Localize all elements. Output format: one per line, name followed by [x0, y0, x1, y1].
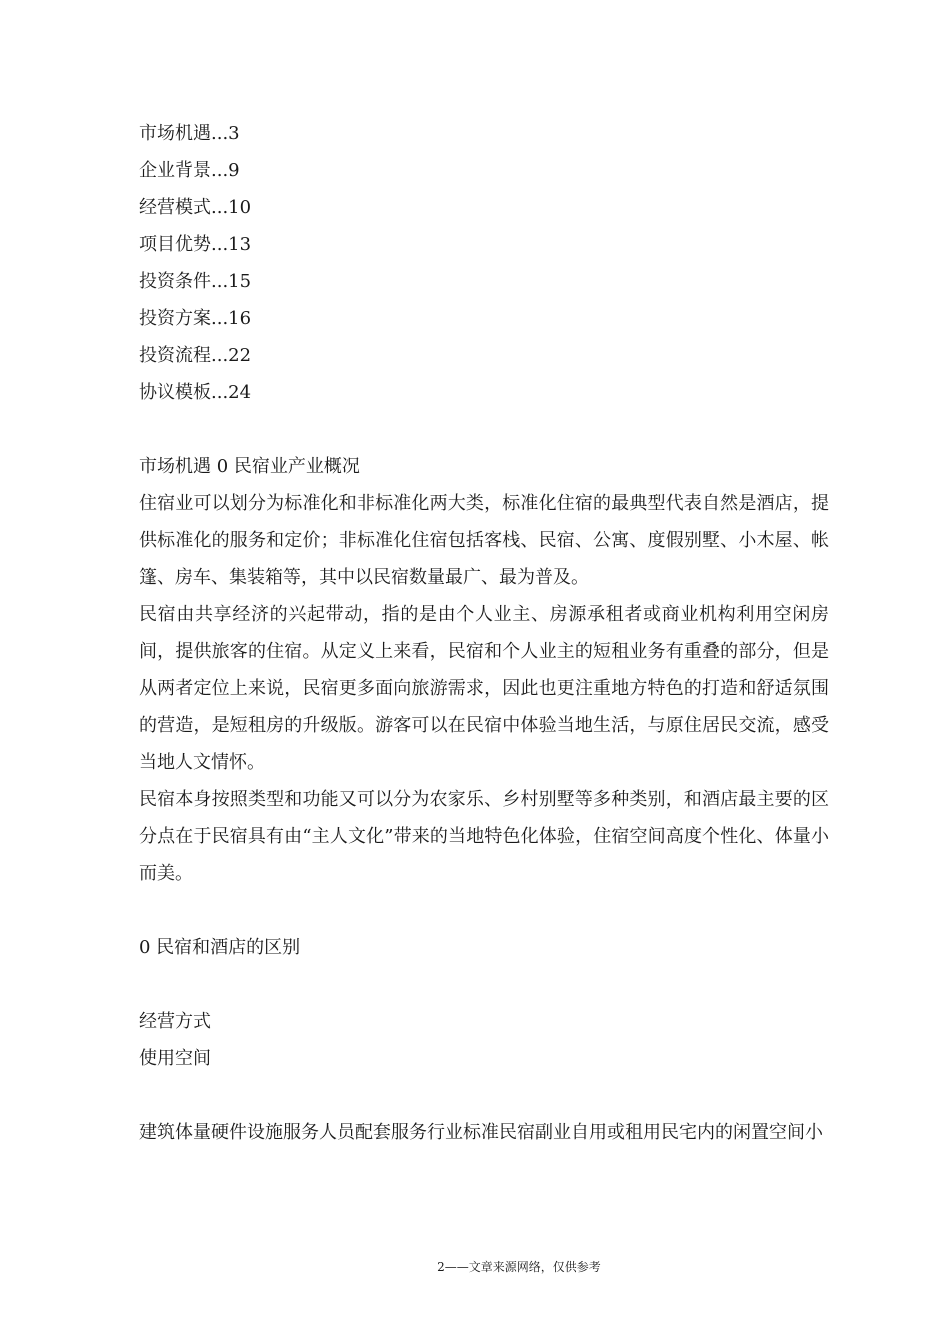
document-page [139, 115, 829, 1151]
section-heading-difference: 0 民宿和酒店的区别 [139, 937, 301, 958]
page-footer: 2——文章来源网络，仅供参考 [437, 1260, 601, 1274]
paragraph-minsu-definition: 民宿由共享经济的兴起带动，指的是由个人业主、房源承租者或商业机构利用空闲房间，提供旅客的住宿。从定义上来看，民宿和个人业主的短租业务有重叠的部分，但是从两者定位上来说，民宿更多面向旅游需求，因此也更注重地方特色的打造和舒适氛围的营造，是短租房的升级版。游客可以在民宿中体验当地生活，与原住居民交流，感受当地人文情怀。 [139, 604, 829, 773]
toc-item: 投资方案...16 [139, 308, 252, 329]
spacer [139, 892, 829, 929]
toc-item: 投资流程...22 [139, 345, 252, 366]
toc-item: 投资条件...15 [139, 271, 252, 292]
paragraph-minsu-categories: 民宿本身按照类型和功能又可以分为农家乐、乡村别墅等多种类别，和酒店最主要的区分点在于民宿具有由“主人文化”带来的当地特色化体验，住宿空间高度个性化、体量小而美。 [139, 789, 829, 884]
spacer [139, 1077, 829, 1114]
toc-item: 项目优势...13 [139, 234, 252, 255]
paragraph-comparison-table-text: 建筑体量硬件设施服务人员配套服务行业标准民宿副业自用或租用民宅内的闲置空间小 [139, 1122, 823, 1143]
toc-item: 协议模板...24 [139, 382, 252, 403]
label-operation-mode: 经营方式 [139, 1011, 211, 1032]
toc-item: 企业背景...9 [139, 160, 240, 181]
paragraph-lodging-types: 住宿业可以划分为标准化和非标准化两大类，标准化住宿的最典型代表自然是酒店，提供标准化的服务和定价；非标准化住宿包括客栈、民宿、公寓、度假别墅、小木屋、帐篷、房车、集装箱等，其中以民宿数量最广、最为普及。 [139, 493, 829, 588]
toc-item: 经营模式...10 [139, 197, 252, 218]
table-of-contents [139, 115, 829, 411]
section-heading-market: 市场机遇 0 民宿业产业概况 [139, 456, 360, 477]
toc-item: 市场机遇...3 [139, 123, 240, 144]
spacer [139, 966, 829, 1003]
label-usage-space: 使用空间 [139, 1048, 211, 1069]
spacer [139, 411, 829, 448]
